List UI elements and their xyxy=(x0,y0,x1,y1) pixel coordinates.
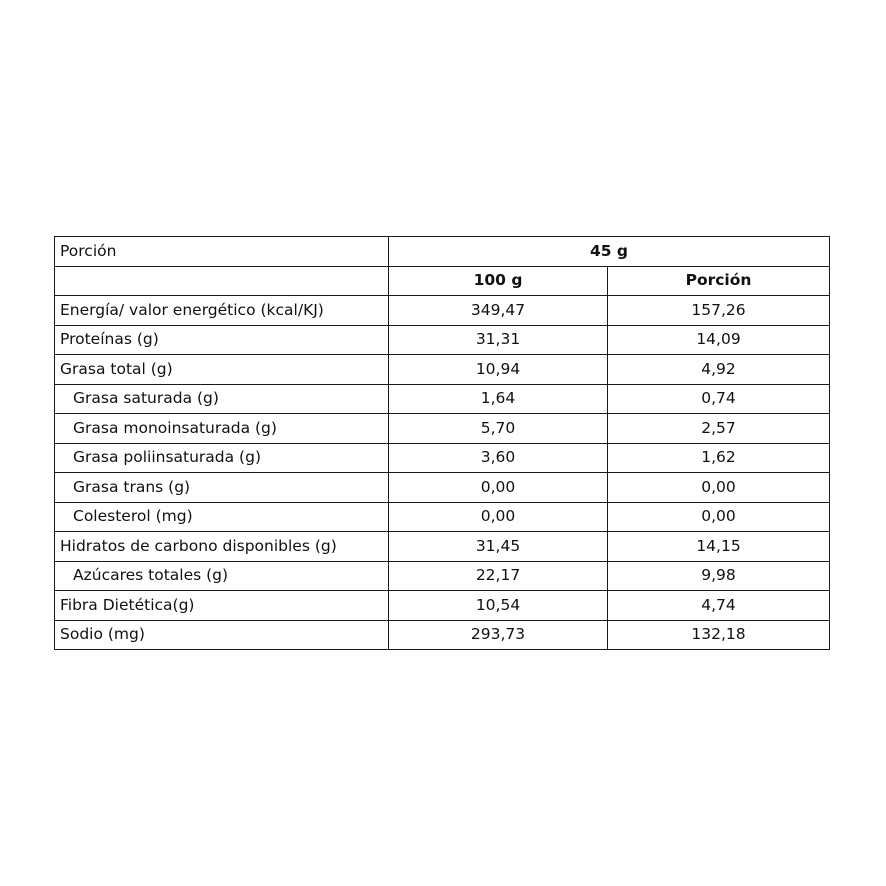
row-label: Hidratos de carbono disponibles (g) xyxy=(55,532,389,562)
row-value-100g: 5,70 xyxy=(389,414,608,444)
table-row xyxy=(55,473,830,503)
table-row xyxy=(55,561,830,591)
row-value-portion: 0,74 xyxy=(608,384,830,414)
nutrition-table xyxy=(54,236,830,650)
row-value-100g: 10,54 xyxy=(389,591,608,621)
row-value-100g: 1,64 xyxy=(389,384,608,414)
row-value-100g: 0,00 xyxy=(389,473,608,503)
row-value-portion: 4,74 xyxy=(608,591,830,621)
row-value-100g: 349,47 xyxy=(389,296,608,326)
column-header-row xyxy=(55,266,830,296)
row-value-100g: 22,17 xyxy=(389,561,608,591)
table-row xyxy=(55,443,830,473)
table-row xyxy=(55,591,830,621)
table-row xyxy=(55,355,830,385)
portion-label: Porción xyxy=(55,237,389,267)
portion-row xyxy=(55,237,830,267)
row-value-portion: 157,26 xyxy=(608,296,830,326)
header-empty-cell xyxy=(55,266,389,296)
row-value-portion: 0,00 xyxy=(608,473,830,503)
row-value-100g: 293,73 xyxy=(389,620,608,650)
row-value-portion: 14,15 xyxy=(608,532,830,562)
row-value-portion: 0,00 xyxy=(608,502,830,532)
row-label: Sodio (mg) xyxy=(55,620,389,650)
row-label: Grasa total (g) xyxy=(55,355,389,385)
row-label: Grasa saturada (g) xyxy=(55,384,389,414)
column-header-100g: 100 g xyxy=(389,266,608,296)
table-row xyxy=(55,325,830,355)
portion-value: 45 g xyxy=(389,237,830,267)
row-value-portion: 132,18 xyxy=(608,620,830,650)
row-value-100g: 31,45 xyxy=(389,532,608,562)
row-label: Colesterol (mg) xyxy=(55,502,389,532)
row-value-portion: 9,98 xyxy=(608,561,830,591)
table-row xyxy=(55,532,830,562)
table-row xyxy=(55,620,830,650)
row-value-100g: 10,94 xyxy=(389,355,608,385)
row-value-portion: 2,57 xyxy=(608,414,830,444)
row-label: Grasa poliinsaturada (g) xyxy=(55,443,389,473)
row-label: Proteínas (g) xyxy=(55,325,389,355)
row-label: Energía/ valor energético (kcal/KJ) xyxy=(55,296,389,326)
table-row xyxy=(55,384,830,414)
table-row xyxy=(55,296,830,326)
table-row xyxy=(55,502,830,532)
row-value-100g: 31,31 xyxy=(389,325,608,355)
row-value-portion: 4,92 xyxy=(608,355,830,385)
row-label: Fibra Dietética(g) xyxy=(55,591,389,621)
row-label: Grasa trans (g) xyxy=(55,473,389,503)
table-row xyxy=(55,414,830,444)
row-label: Grasa monoinsaturada (g) xyxy=(55,414,389,444)
row-value-portion: 1,62 xyxy=(608,443,830,473)
row-value-portion: 14,09 xyxy=(608,325,830,355)
column-header-portion: Porción xyxy=(608,266,830,296)
row-value-100g: 0,00 xyxy=(389,502,608,532)
row-value-100g: 3,60 xyxy=(389,443,608,473)
row-label: Azúcares totales (g) xyxy=(55,561,389,591)
